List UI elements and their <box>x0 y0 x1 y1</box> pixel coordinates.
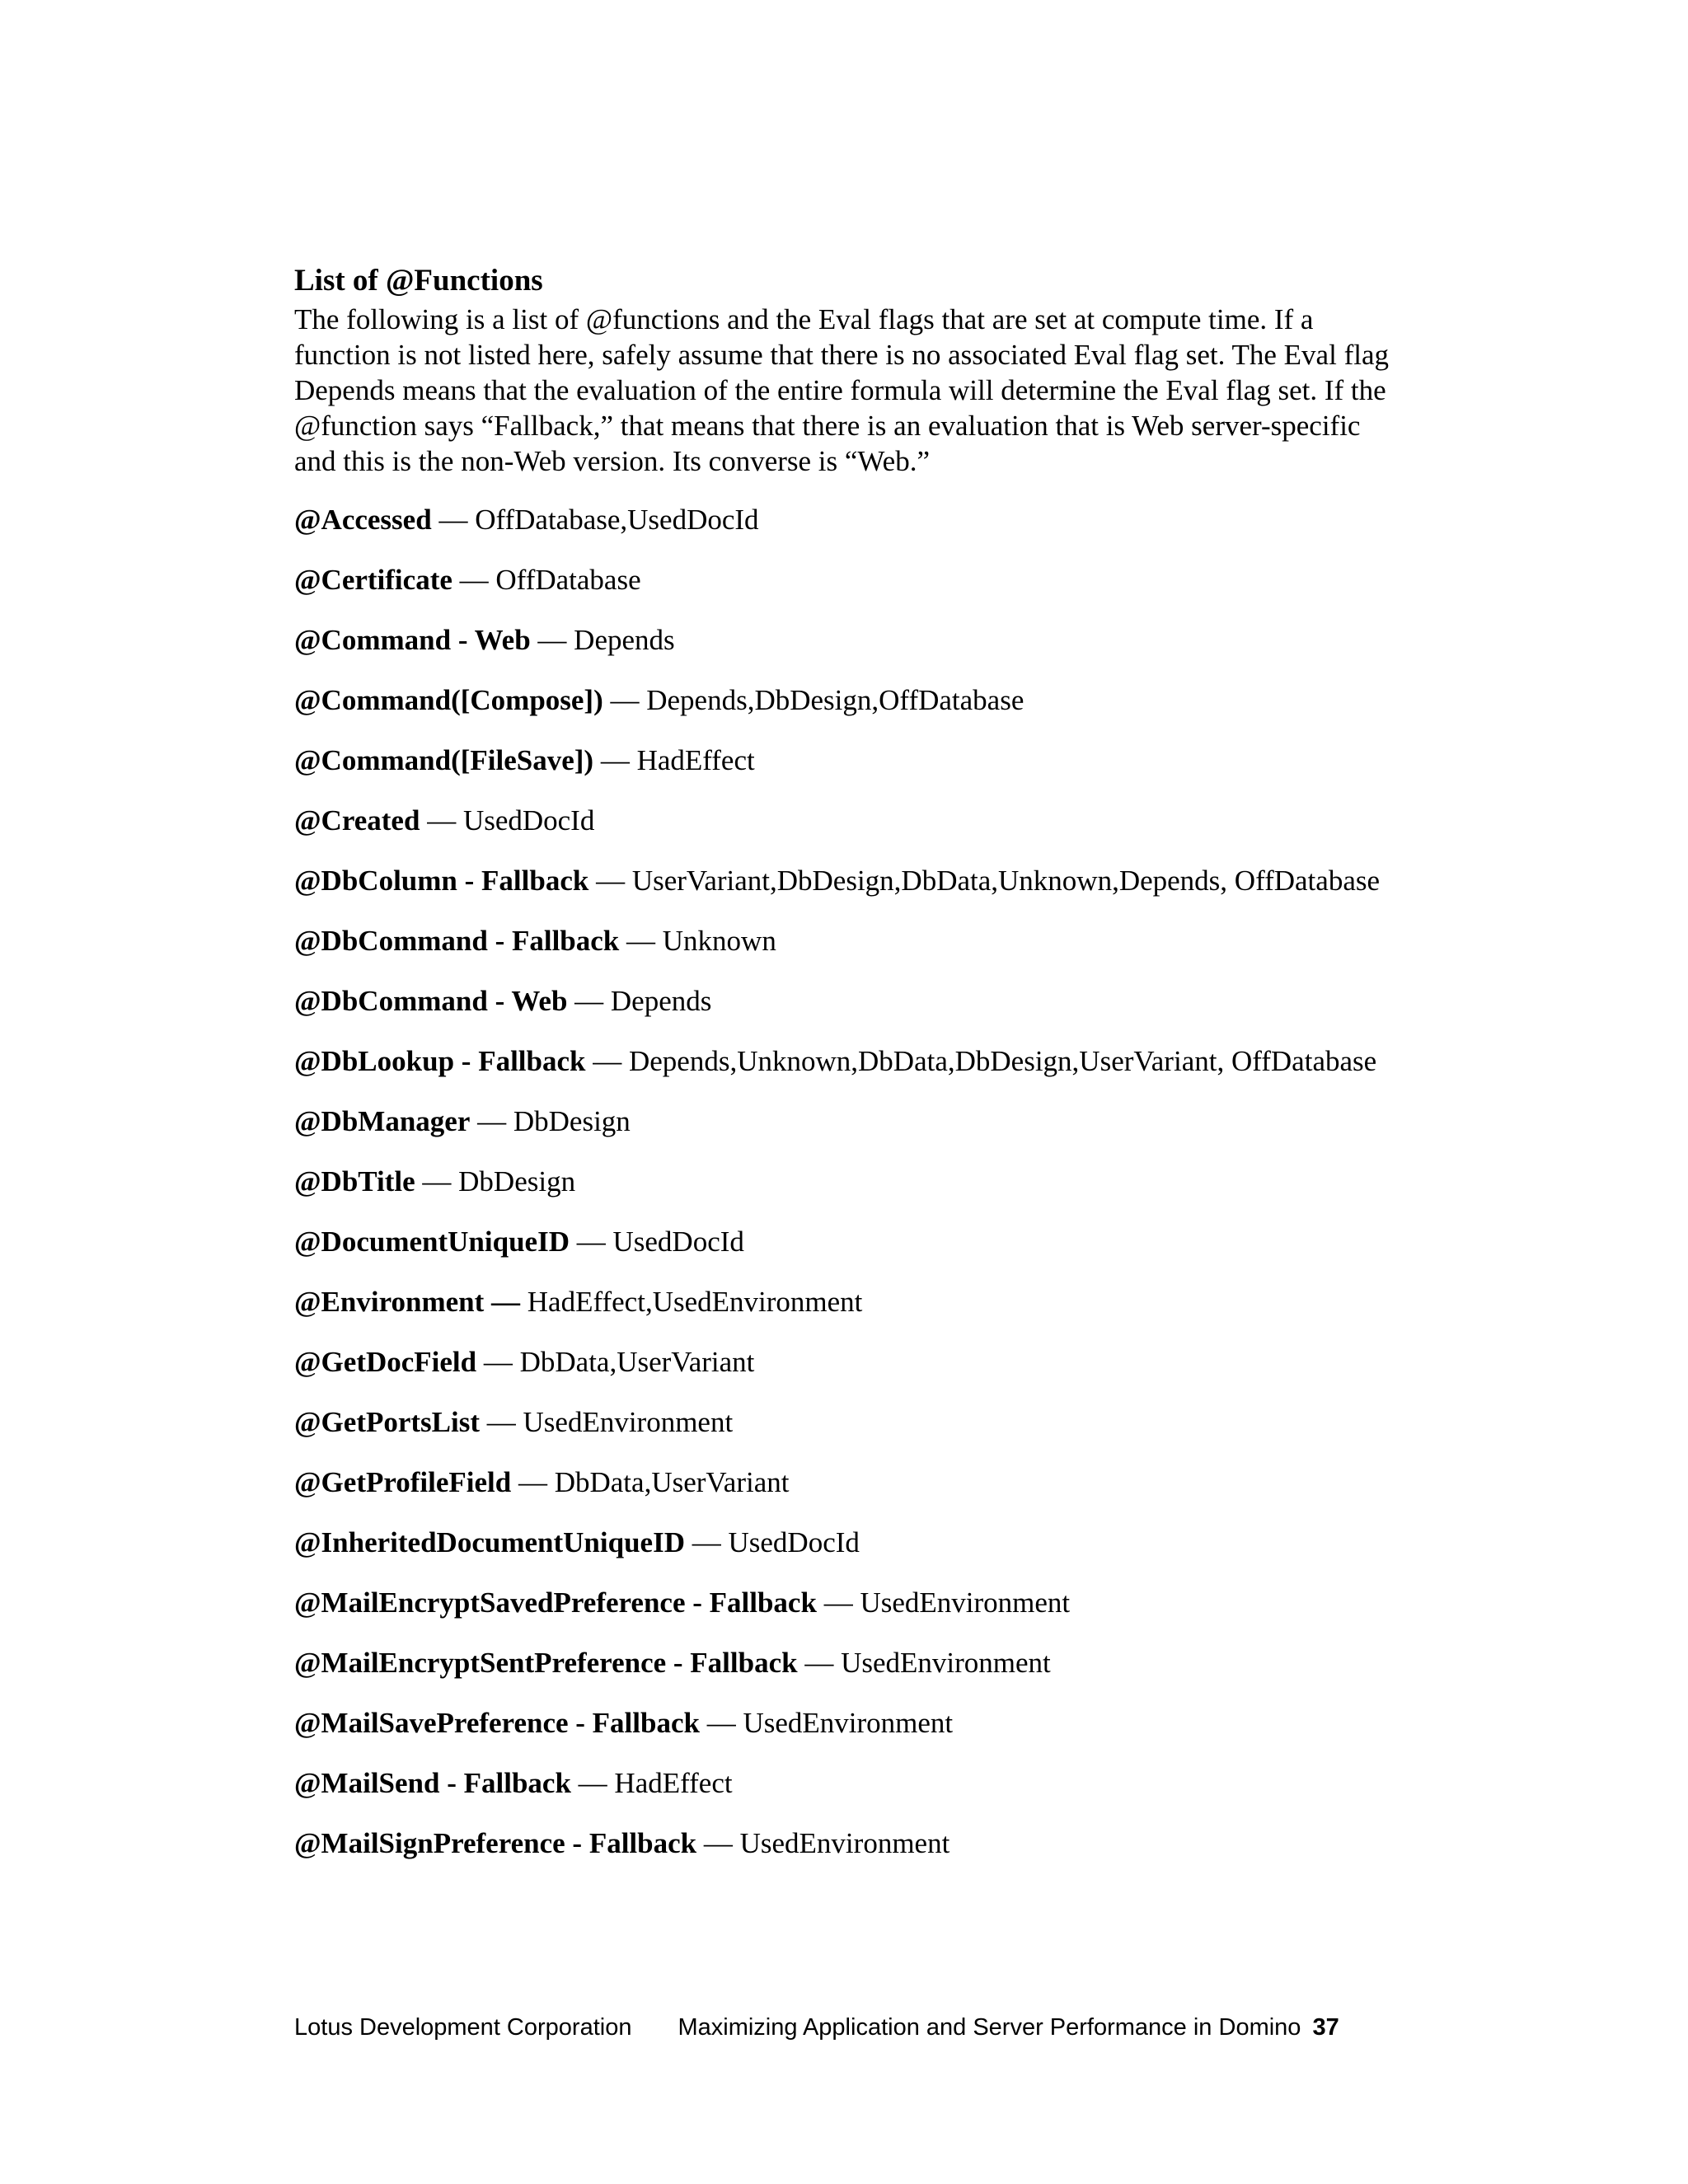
eval-flags: Depends <box>610 985 712 1017</box>
function-entry <box>294 923 1399 958</box>
eval-flags: Depends,Unknown,DbData,DbDesign,UserVariant, OffDatabase <box>629 1045 1377 1077</box>
function-entry <box>294 1224 1399 1259</box>
separator: — <box>699 1707 743 1739</box>
function-entry <box>294 1284 1399 1319</box>
function-name: @GetPortsList <box>294 1406 481 1438</box>
function-entry <box>294 1344 1399 1380</box>
function-name: @Command([Compose]) <box>294 684 603 716</box>
function-entry <box>294 1043 1399 1079</box>
function-entry <box>294 1525 1399 1560</box>
function-name: @Environment — <box>294 1286 521 1318</box>
footer-company: Lotus Development Corporation <box>294 2014 632 2041</box>
page-footer <box>294 2013 1399 2042</box>
separator: — <box>530 624 574 656</box>
function-entry <box>294 1404 1399 1440</box>
function-name: @Command([FileSave]) <box>294 744 594 776</box>
eval-flags: HadEffect <box>636 744 755 776</box>
separator: — <box>415 1165 459 1197</box>
separator: — <box>569 1226 613 1258</box>
eval-flags: OffDatabase,UsedDocId <box>475 504 759 536</box>
eval-flags: DbData,UserVariant <box>519 1346 755 1378</box>
separator: — <box>431 504 476 536</box>
function-name: @MailSignPreference - Fallback <box>294 1827 697 1859</box>
function-entry <box>294 1705 1399 1741</box>
separator: — <box>420 804 463 837</box>
separator: — <box>816 1586 860 1619</box>
eval-flags: Unknown <box>662 925 776 957</box>
function-name: @MailEncryptSentPreference - Fallback <box>294 1647 798 1679</box>
footer-publication-title: Maximizing Application and Server Performance in Domino <box>678 2014 1301 2041</box>
separator: — <box>593 744 637 776</box>
separator: — <box>619 925 663 957</box>
eval-flags: UsedEnvironment <box>860 1586 1071 1619</box>
function-entry <box>294 1765 1399 1801</box>
function-name: @GetProfileField <box>294 1466 512 1498</box>
function-entry <box>294 1104 1399 1139</box>
function-name: @DbManager <box>294 1105 471 1137</box>
function-entry <box>294 983 1399 1019</box>
eval-flags: UsedEnvironment <box>743 1707 954 1739</box>
function-name: @MailEncryptSavedPreference - Fallback <box>294 1586 817 1619</box>
function-name: @DbCommand - Fallback <box>294 925 620 957</box>
separator: — <box>585 1045 629 1077</box>
eval-flags: DbDesign <box>513 1105 631 1137</box>
function-name: @MailSavePreference - Fallback <box>294 1707 700 1739</box>
function-entry <box>294 502 1399 537</box>
section-title: List of @Functions <box>294 264 543 298</box>
eval-flags: UsedEnvironment <box>841 1647 1051 1679</box>
function-entry <box>294 743 1399 778</box>
separator: — <box>603 684 647 716</box>
eval-flags: UserVariant,DbDesign,DbData,Unknown,Depends, OffDatabase <box>631 865 1381 897</box>
separator: — <box>696 1827 740 1859</box>
function-entry <box>294 562 1399 598</box>
separator: — <box>476 1346 520 1378</box>
eval-flags: HadEffect <box>614 1767 733 1799</box>
function-name: @InheritedDocumentUniqueID <box>294 1526 685 1558</box>
function-list <box>294 502 1399 1861</box>
function-entry <box>294 1585 1399 1620</box>
eval-flags: UsedDocId <box>728 1526 860 1558</box>
separator: — <box>480 1406 523 1438</box>
function-name: @Accessed <box>294 504 432 536</box>
function-entry <box>294 1645 1399 1680</box>
function-name: @GetDocField <box>294 1346 477 1378</box>
eval-flags: HadEffect,UsedEnvironment <box>527 1286 863 1318</box>
eval-flags: UsedEnvironment <box>739 1827 950 1859</box>
function-name: @Command - Web <box>294 624 531 656</box>
function-entry <box>294 622 1399 658</box>
separator: — <box>511 1466 555 1498</box>
function-name: @DbColumn - Fallback <box>294 865 589 897</box>
separator: — <box>470 1105 513 1137</box>
function-entry <box>294 1465 1399 1500</box>
eval-flags: OffDatabase <box>495 564 641 596</box>
function-name: @Certificate <box>294 564 452 596</box>
function-entry <box>294 803 1399 838</box>
page-number: 37 <box>1312 2014 1339 2041</box>
eval-flags: Depends <box>574 624 675 656</box>
function-name: @DocumentUniqueID <box>294 1226 570 1258</box>
eval-flags: UsedDocId <box>612 1226 744 1258</box>
separator: — <box>452 564 496 596</box>
function-entry <box>294 863 1399 898</box>
function-name: @DbLookup - Fallback <box>294 1045 586 1077</box>
separator: — <box>797 1647 842 1679</box>
eval-flags: UsedDocId <box>462 804 595 837</box>
separator: — <box>684 1526 729 1558</box>
function-name: @DbCommand - Web <box>294 985 568 1017</box>
function-name: @MailSend - Fallback <box>294 1767 571 1799</box>
separator: — <box>567 985 611 1017</box>
document-body <box>294 262 1399 1886</box>
eval-flags: UsedEnvironment <box>523 1406 734 1438</box>
eval-flags: DbDesign <box>458 1165 576 1197</box>
function-name: @DbTitle <box>294 1165 415 1197</box>
function-entry <box>294 1164 1399 1199</box>
function-entry <box>294 682 1399 718</box>
separator: — <box>588 865 632 897</box>
separator <box>520 1286 528 1318</box>
function-name: @Created <box>294 804 420 837</box>
eval-flags: Depends,DbDesign,OffDatabase <box>646 684 1025 716</box>
separator: — <box>570 1767 615 1799</box>
eval-flags: DbData,UserVariant <box>554 1466 790 1498</box>
intro-paragraph: The following is a list of @functions and the Eval flags that are set at compute time. If a function is not listed here, safely assume that there is no associated Eval flag set. The Eval flag Depends means that the evaluation of the entire formula will determine the Eval flag set. If the @function says “Fallback,” that means that there is an evaluation that is Web server-specific and this is the non-Web version. Its converse is “Web.” <box>294 303 1389 477</box>
function-entry <box>294 1825 1399 1861</box>
